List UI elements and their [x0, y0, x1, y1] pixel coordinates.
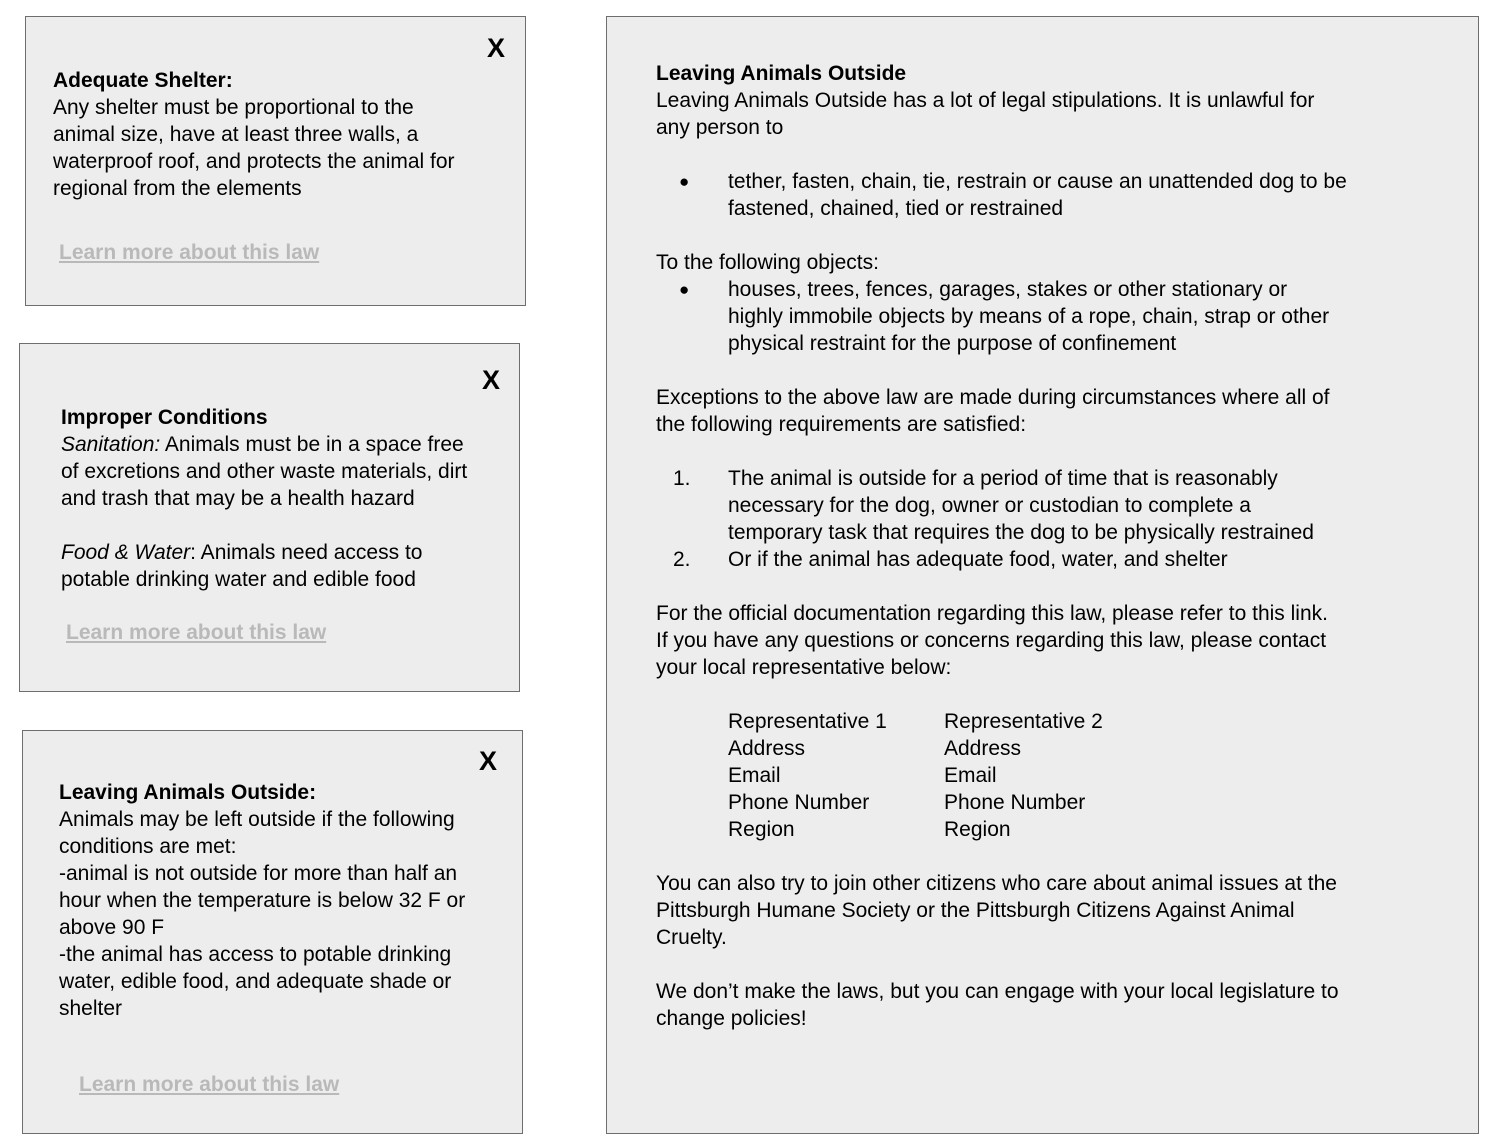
card-text-line: -animal is not outside for more than half an — [59, 862, 458, 885]
close-icon[interactable]: X — [487, 33, 506, 63]
detail-text-line: Cruelty. — [656, 926, 727, 949]
card-text-line: waterproof roof, and protects the animal for — [53, 150, 455, 173]
numbered-text-line: The animal is outside for a period of time that is reasonably — [728, 467, 1278, 490]
sanitation-line — [61, 431, 464, 458]
card-text-line: animal size, have at least three walls, a — [53, 123, 419, 146]
numbered-text-line: temporary task that requires the dog to be physically restrained — [728, 521, 1314, 544]
representative-field: Email — [944, 764, 997, 787]
learn-more-link[interactable]: Learn more about this law — [79, 1073, 340, 1096]
card-title: Improper Conditions — [61, 406, 268, 429]
conditions-card — [19, 343, 520, 692]
card-text-line: Animals may be left outside if the following — [59, 808, 455, 831]
outside-card — [22, 730, 523, 1134]
detail-panel — [606, 16, 1479, 1134]
learn-more-link[interactable]: Learn more about this law — [66, 621, 327, 644]
detail-text-line: change policies! — [656, 1007, 807, 1030]
detail-text-line: For the official documentation regarding this law, please refer to this link. — [656, 602, 1328, 625]
card-text-line: above 90 F — [59, 916, 165, 939]
detail-text-line: Pittsburgh Humane Society or the Pittsburgh Citizens Against Animal — [656, 899, 1295, 922]
bullet-text-line: fastened, chained, tied or restrained — [728, 197, 1064, 220]
detail-text-line: We don’t make the laws, but you can engage with your local legislature to — [656, 980, 1339, 1003]
representative-field: Address — [944, 737, 1022, 760]
shelter-card — [25, 16, 526, 306]
close-icon[interactable]: X — [479, 746, 498, 776]
representative-field: Region — [728, 818, 795, 841]
bullet-text-line: physical restraint for the purpose of confinement — [728, 332, 1177, 355]
list-number: 1. — [673, 467, 691, 490]
representative-field: Region — [944, 818, 1011, 841]
representative-field: Phone Number — [728, 791, 870, 814]
card-text-line: conditions are met: — [59, 835, 237, 858]
detail-text-line: any person to — [656, 116, 784, 139]
card-title: Adequate Shelter: — [53, 69, 233, 92]
card-text-line: regional from the elements — [53, 177, 302, 200]
objects-heading: To the following objects: — [656, 251, 879, 274]
detail-text-line: If you have any questions or concerns regarding this law, please contact — [656, 629, 1327, 652]
card-text-line: Any shelter must be proportional to the — [53, 96, 414, 119]
card-title: Leaving Animals Outside: — [59, 781, 317, 804]
close-icon[interactable]: X — [482, 365, 501, 395]
sanitation-text: Animals must be in a space free — [160, 433, 464, 456]
card-text-line: hour when the temperature is below 32 F or — [59, 889, 466, 912]
bullet-text-line: tether, fasten, chain, tie, restrain or cause an unattended dog to be — [728, 170, 1347, 193]
food-water-label: Food & Water — [61, 541, 191, 564]
learn-more-link[interactable]: Learn more about this law — [59, 241, 320, 264]
card-text-line: -the animal has access to potable drinking — [59, 943, 452, 966]
representative-field: Address — [728, 737, 806, 760]
bullet-marker: ● — [679, 172, 690, 191]
detail-text-line: You can also try to join other citizens who care about animal issues at the — [656, 872, 1337, 895]
bullet-marker: ● — [679, 280, 690, 299]
card-text-line: and trash that may be a health hazard — [61, 487, 415, 510]
card-text-line: potable drinking water and edible food — [61, 568, 416, 591]
numbered-text-line: Or if the animal has adequate food, water, and shelter — [728, 548, 1228, 571]
detail-text-line: Exceptions to the above law are made during circumstances where all of — [656, 386, 1330, 409]
bullet-text-line: houses, trees, fences, garages, stakes or other stationary or — [728, 278, 1288, 301]
card-text-line: water, edible food, and adequate shade or — [59, 970, 452, 993]
representative-name: Representative 2 — [944, 710, 1103, 733]
card-text-line: of excretions and other waste materials, dirt — [61, 460, 468, 483]
detail-text-line: your local representative below: — [656, 656, 952, 679]
detail-text-line: the following requirements are satisfied: — [656, 413, 1027, 436]
numbered-text-line: necessary for the dog, owner or custodian to complete a — [728, 494, 1251, 517]
list-number: 2. — [673, 548, 691, 571]
card-text-line: shelter — [59, 997, 123, 1020]
detail-text-line: Leaving Animals Outside has a lot of legal stipulations. It is unlawful for — [656, 89, 1315, 112]
detail-title: Leaving Animals Outside — [656, 62, 907, 85]
representative-name: Representative 1 — [728, 710, 887, 733]
food-water-text: : Animals need access to — [190, 541, 423, 564]
bullet-text-line: highly immobile objects by means of a rope, chain, strap or other — [728, 305, 1330, 328]
sanitation-label: Sanitation: — [61, 433, 161, 456]
representative-field: Email — [728, 764, 781, 787]
food-water-line — [61, 539, 422, 566]
representative-field: Phone Number — [944, 791, 1086, 814]
